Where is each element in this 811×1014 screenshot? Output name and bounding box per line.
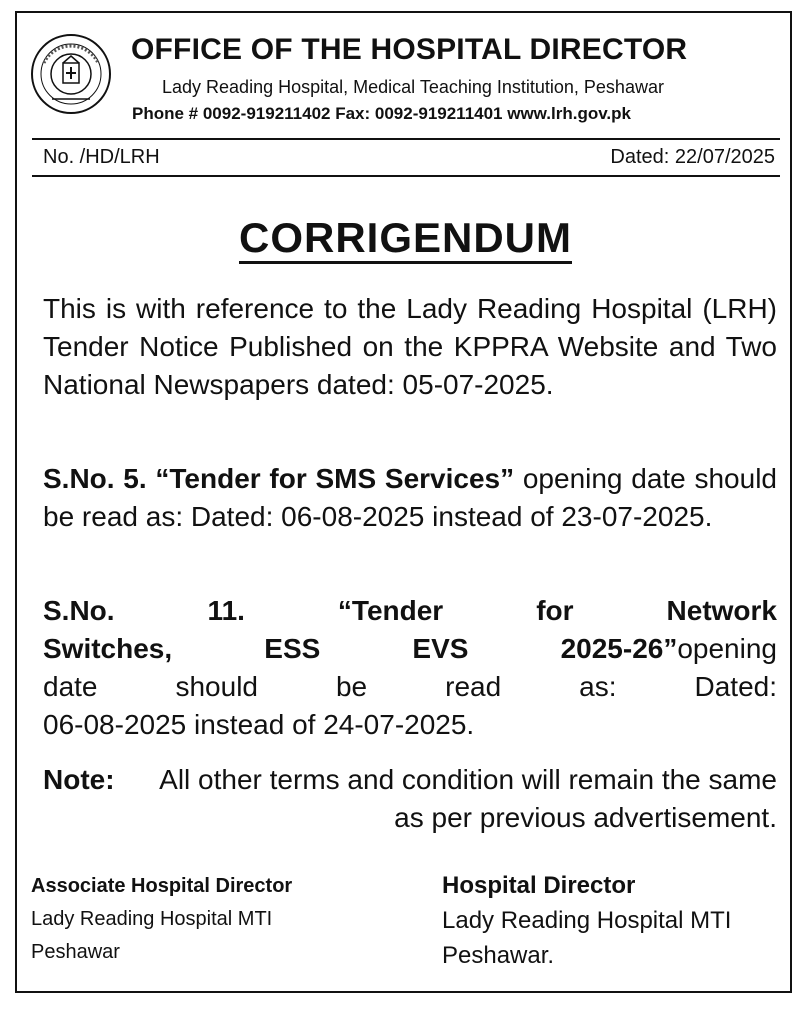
item1-title: S.No. 5. “Tender for SMS Services”	[43, 463, 515, 494]
item2-line2	[43, 630, 777, 668]
item2-line1: S.No. 11. “Tender for Network	[43, 595, 777, 626]
signature-hospital-director	[442, 868, 731, 973]
sig-right-line2: Peshawar.	[442, 942, 555, 969]
sig-right-title: Hospital Director	[442, 872, 636, 899]
hospital-seal-logo	[30, 33, 112, 115]
reference-number: No. /HD/LRH	[43, 146, 160, 168]
contact-line: Phone # 0092-919211402 Fax: 0092-919211401 www.lrh.gov.pk	[132, 104, 631, 123]
item1-text: opening date should be read as: Dated: 06-08-2025 instead of 23-07-2025.	[43, 463, 777, 532]
item2-line2-rest: opening	[677, 633, 777, 664]
header-divider	[32, 138, 780, 140]
item2-line3: date should be read as: Dated:	[43, 671, 777, 702]
office-title: OFFICE OF THE HOSPITAL DIRECTOR	[131, 33, 688, 66]
intro-paragraph: This is with reference to the Lady Reading Hospital (LRH) Tender Notice Published on the KPPRA Website and Two National Newspapers dated: 05-07-2025.	[43, 293, 777, 400]
note-label: Note:	[43, 764, 115, 795]
sig-right-line1: Lady Reading Hospital MTI	[442, 907, 732, 934]
sig-left-title: Associate Hospital Director	[31, 875, 293, 897]
heading-text: CORRIGENDUM	[239, 214, 572, 264]
document-heading	[0, 214, 811, 262]
note-text: All other terms and condition will remain the same as per previous advertisement.	[159, 764, 777, 833]
hospital-subtitle: Lady Reading Hospital, Medical Teaching Institution, Peshawar	[162, 77, 664, 97]
sig-left-line2: Peshawar	[31, 941, 120, 963]
item2-line4: 06-08-2025 instead of 24-07-2025.	[43, 709, 475, 740]
signature-associate-director	[31, 870, 292, 969]
reference-divider	[32, 175, 780, 177]
item-network-switches	[43, 592, 777, 744]
reference-date: Dated: 22/07/2025	[610, 146, 775, 168]
item2-line2-bold: Switches, ESS EVS 2025-26”	[43, 633, 678, 664]
item-sms-services	[43, 460, 777, 536]
sig-left-line1: Lady Reading Hospital MTI	[31, 908, 273, 930]
